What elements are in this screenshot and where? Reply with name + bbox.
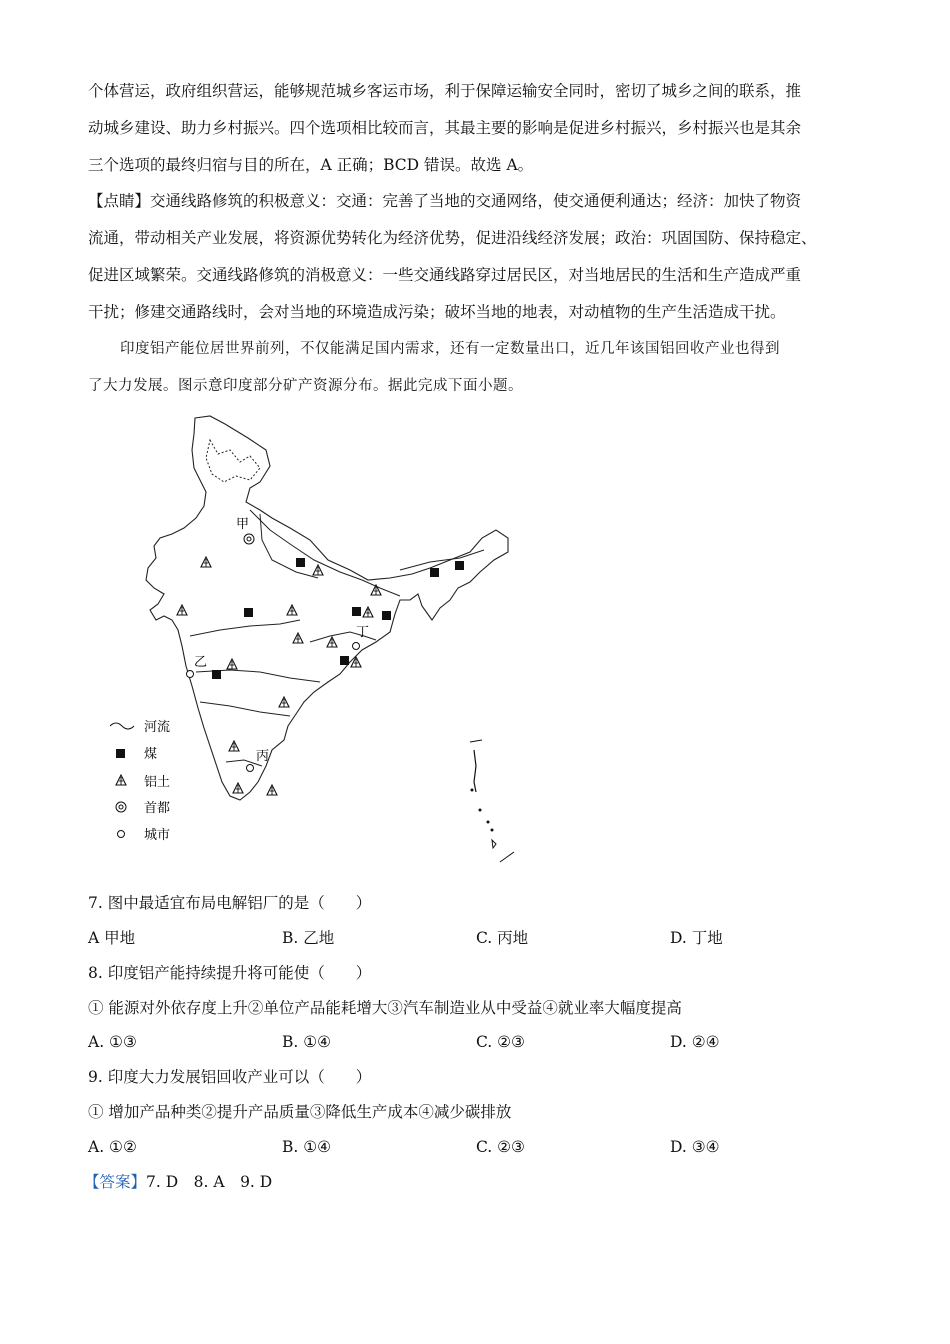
q8-option-d[interactable]: D. ②④ <box>670 1033 720 1051</box>
question-9-stem: 9. 印度大力发展铝回收产业可以（ ） <box>88 1068 372 1086</box>
coal-mark <box>430 568 439 577</box>
river-yamuna <box>260 514 318 578</box>
question-8-stem: 8. 印度铝产能持续提升将可能使（ ） <box>88 964 372 982</box>
answer-line <box>84 1171 272 1193</box>
q9-option-b[interactable]: B. ①④ <box>282 1138 332 1156</box>
bauxite-mark <box>279 697 289 707</box>
map-legend <box>110 719 170 843</box>
tip-text-1: 交通线路修筑的积极意义：交通：完善了当地的交通网络，使交通便利通达；经济：加快了物资 <box>150 192 802 210</box>
explanation-line-1: 个体营运，政府组织营运，能够规范城乡客运市场，利于保障运输安全同时，密切了城乡之间的联系，推 <box>88 82 802 100</box>
city-bing <box>247 765 254 772</box>
coal-mark <box>212 670 221 679</box>
legend-capital: 首都 <box>144 801 171 816</box>
city-yi <box>187 671 194 678</box>
capital-jia <box>244 534 254 544</box>
coal-mark <box>244 608 253 617</box>
bauxite-mark <box>363 607 373 617</box>
legend-city-symbol <box>118 831 125 838</box>
q7-option-d[interactable]: D. 丁地 <box>670 929 723 947</box>
bauxite-mark <box>351 657 361 667</box>
q7-option-a[interactable]: A 甲地 <box>88 929 136 947</box>
label-yi: 乙 <box>194 655 208 670</box>
tip-tag: 【点睛】 <box>88 192 151 210</box>
tip-line-3: 促进区域繁荣。交通线路修筑的消极意义：一些交通线路穿过居民区，对当地居民的生活和生产造成严重 <box>88 266 802 284</box>
q7-option-c[interactable]: C. 丙地 <box>476 929 529 947</box>
legend-coal-symbol <box>116 749 125 758</box>
explanation-line-2: 动城乡建设、助力乡村振兴。四个选项相比较而言，其最主要的影响是促进乡村振兴，乡村振兴也是其余 <box>88 119 802 137</box>
river-krishna <box>200 702 290 716</box>
tip-line-4: 干扰；修建交通路线时，会对当地的环境造成污染；破坏当地的地表，对动植物的生产生活造成干扰。 <box>88 303 786 321</box>
coal-mark <box>296 558 305 567</box>
legend-coal: 煤 <box>144 747 158 762</box>
tip-line-2: 流通，带动相关产业发展，将资源优势转化为经济优势，促进沿线经济发展；政治：巩固国防、保持稳定、 <box>88 229 817 247</box>
bauxite-mark <box>313 565 323 575</box>
india-mineral-map <box>100 410 530 870</box>
bauxite-mark <box>201 557 211 567</box>
legend-city: 城市 <box>144 828 171 843</box>
bauxite-mark <box>267 785 277 795</box>
intro-line-1: 印度铝产能位居世界前列，不仅能满足国内需求，还有一定数量出口，近几年该国铝回收产业也得到 <box>120 341 780 357</box>
city-ding <box>353 643 360 650</box>
question-8-statements: ① 能源对外依存度上升②单位产品能耗增大③汽车制造业从中受益④就业率大幅度提高 <box>88 999 682 1017</box>
bauxite-mark <box>287 605 297 615</box>
q8-option-b[interactable]: B. ①④ <box>282 1033 332 1051</box>
coal-mark <box>382 611 391 620</box>
river-ganges <box>250 510 400 596</box>
andaman-islands <box>474 750 476 792</box>
explanation-line-3: 三个选项的最终归宿与目的所在，A 正确；BCD 错误。故选 A。 <box>88 156 534 174</box>
label-bing: 丙 <box>256 749 270 764</box>
question-9-statements: ① 增加产品种类②提升产品质量③降低生产成本④减少碳排放 <box>88 1103 512 1121</box>
answer-text: 7. D 8. A 9. D <box>146 1173 273 1191</box>
legend-capital-symbol <box>116 802 126 812</box>
label-jia: 甲 <box>236 517 250 532</box>
q8-option-a[interactable]: A. ①③ <box>88 1033 137 1051</box>
q9-option-a[interactable]: A. ①② <box>88 1138 137 1156</box>
coal-mark <box>455 561 464 570</box>
coal-mark <box>352 607 361 616</box>
bauxite-mark <box>233 783 243 793</box>
q7-option-b[interactable]: B. 乙地 <box>282 929 335 947</box>
river-brahmaputra <box>400 550 484 570</box>
india-outline <box>146 416 508 800</box>
legend-river-symbol <box>110 723 134 729</box>
legend-river: 河流 <box>144 720 171 735</box>
tip-line-1 <box>88 190 801 212</box>
q8-option-c[interactable]: C. ②③ <box>476 1033 525 1051</box>
label-ding: 丁 <box>356 625 370 640</box>
bauxite-mark <box>229 741 239 751</box>
bauxite-mark <box>177 605 187 615</box>
bauxite-mark <box>227 659 237 669</box>
disputed-boundary <box>206 440 260 482</box>
river-narmada <box>190 620 300 636</box>
coal-mark <box>340 656 349 665</box>
legend-bauxite: 铝土 <box>144 775 171 790</box>
bauxite-mark <box>293 633 303 643</box>
q9-option-c[interactable]: C. ②③ <box>476 1138 525 1156</box>
bauxite-mark <box>327 637 337 647</box>
legend-bauxite-symbol <box>116 775 126 785</box>
question-7-stem: 7. 图中最适宜布局电解铝厂的是（ ） <box>88 894 372 912</box>
intro-line-2: 了大力发展。图示意印度部分矿产资源分布。据此完成下面小题。 <box>88 378 523 394</box>
answer-tag: 【答案】 <box>84 1173 147 1191</box>
q9-option-d[interactable]: D. ③④ <box>670 1138 720 1156</box>
